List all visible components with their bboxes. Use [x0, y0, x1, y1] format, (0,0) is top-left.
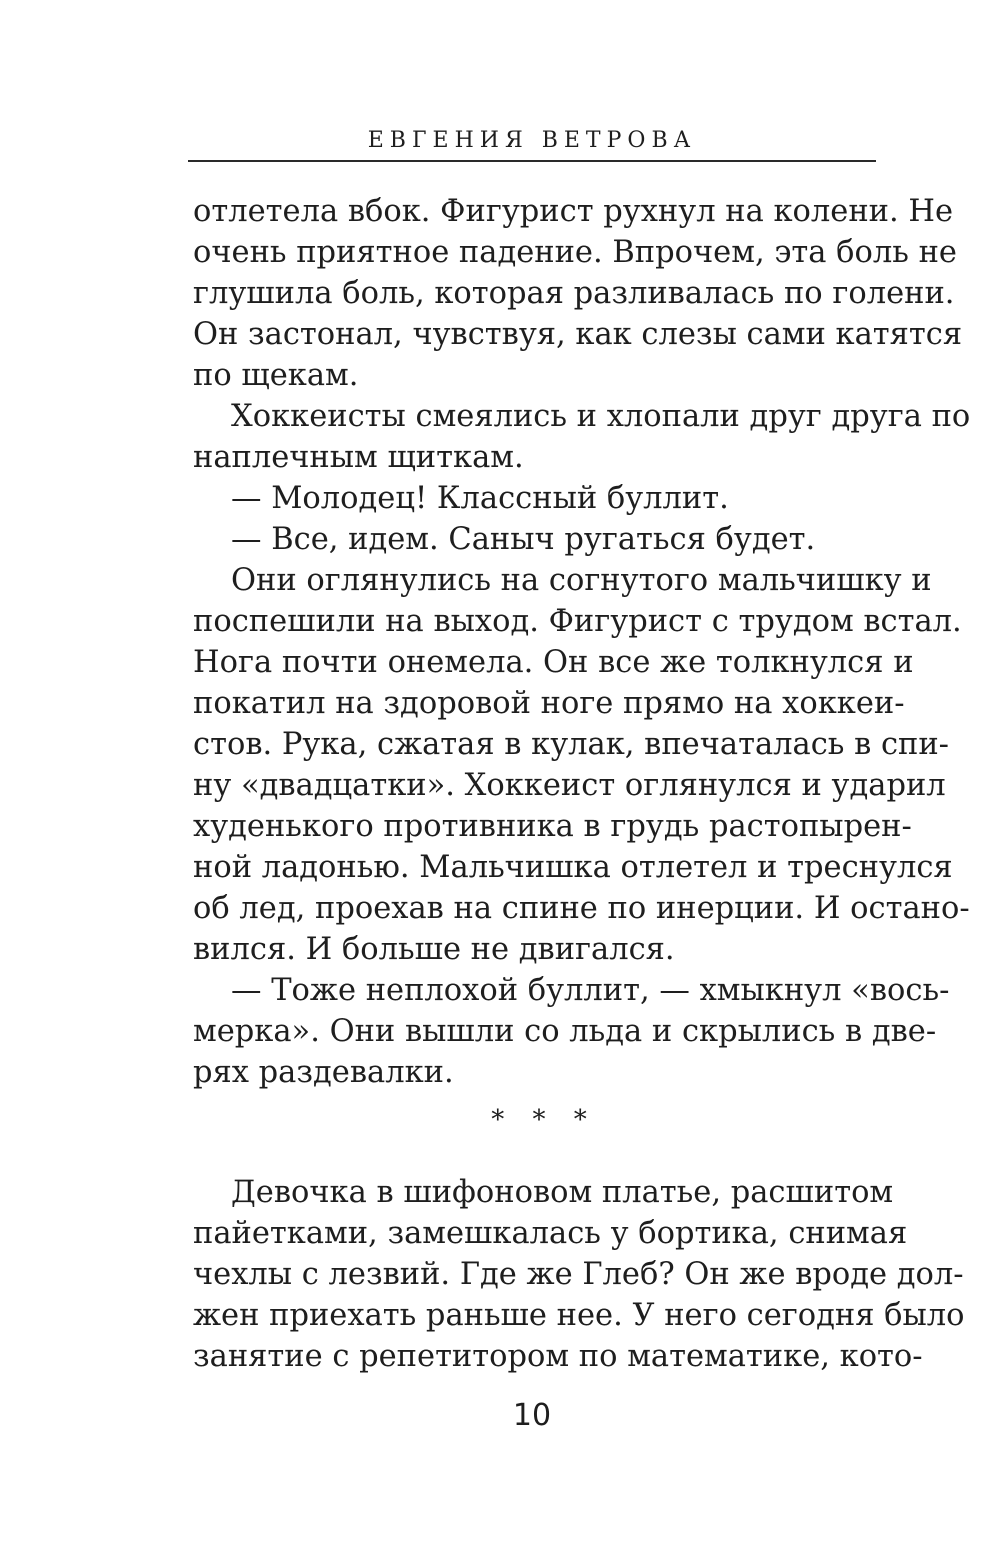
text-line: ну «двадцатки». Хоккеист оглянулся и ударил [193, 768, 946, 803]
page-number: 10 [512, 1398, 552, 1433]
text-line: ной ладонью. Мальчишка отлетел и треснулся [193, 850, 953, 885]
text-line: мерка». Они вышли со льда и скрылись в две- [193, 1014, 937, 1049]
text-line: пайетками, замешкалась у бортика, снимая [193, 1216, 908, 1251]
text-line: наплечным щиткам. [193, 440, 524, 475]
text-line: покатил на здоровой ноге прямо на хоккеи- [193, 686, 905, 721]
text-line: Он застонал, чувствуя, как слезы сами катятся [193, 317, 963, 352]
text-line: Нога почти онемела. Он все же толкнулся и [193, 645, 914, 680]
text-line: глушила боль, которая разливалась по голени. [193, 276, 955, 311]
dialogue-line: — Все, идем. Саныч ругаться будет. [231, 522, 816, 557]
running-header: ЕВГЕНИЯ ВЕТРОВА [367, 128, 697, 153]
text-line: Хоккеисты смеялись и хлопали друг друга по [231, 399, 971, 434]
dialogue-line: — Тоже неплохой буллит, — хмыкнул «вось- [231, 973, 950, 1008]
text-line: рях раздевалки. [193, 1055, 454, 1090]
dialogue-line: — Молодец! Классный буллит. [231, 481, 729, 516]
text-line: вился. И больше не двигался. [193, 932, 675, 967]
body-text-section-2 [193, 1172, 965, 1377]
text-line: стов. Рука, сжатая в кулак, впечаталась в спи- [193, 727, 949, 762]
text-line: поспешили на выход. Фигурист с трудом встал. [193, 604, 962, 639]
text-line: отлетела вбок. Фигурист рухнул на колени. Не [193, 194, 954, 229]
text-line: чехлы с лезвий. Где же Глеб? Он же вроде дол- [193, 1257, 964, 1292]
text-line: очень приятное падение. Впрочем, эта боль не [193, 235, 957, 270]
scene-break: * * * [491, 1105, 597, 1135]
text-line: об лед, проехав на спине по инерции. И остано- [193, 891, 970, 926]
text-line: занятие с репетитором по математике, кото- [193, 1339, 923, 1374]
text-line: жен приехать раньше нее. У него сегодня было [193, 1298, 965, 1333]
text-line: худенького противника в грудь растопырен- [193, 809, 912, 844]
text-line: Они оглянулись на согнутого мальчишку и [231, 563, 932, 598]
text-line: по щекам. [193, 358, 359, 393]
body-text-section-1 [193, 191, 971, 1093]
header-rule [188, 160, 876, 162]
text-line: Девочка в шифоновом платье, расшитом [231, 1175, 894, 1210]
